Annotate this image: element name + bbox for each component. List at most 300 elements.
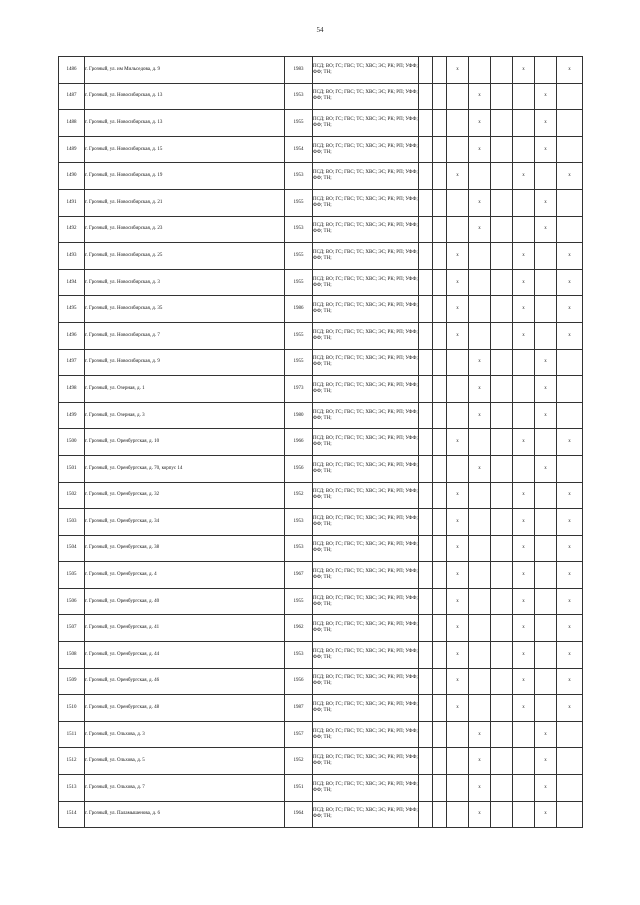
row-mark-cell: [491, 376, 513, 403]
row-number: 1487: [59, 83, 85, 110]
row-mark-cell: [535, 562, 557, 589]
row-mark-cell: x: [469, 801, 491, 828]
row-mark-cell: [447, 748, 469, 775]
row-mark-cell: [419, 588, 433, 615]
row-mark-cell: x: [557, 482, 583, 509]
row-mark-cell: [535, 535, 557, 562]
row-mark-cell: [433, 588, 447, 615]
row-mark-cell: [491, 429, 513, 456]
row-mark-cell: x: [557, 296, 583, 323]
row-year: 1955: [285, 189, 313, 216]
row-mark-cell: x: [557, 615, 583, 642]
row-address: г. Грозный, ул. Оренбургская, д. 44: [85, 642, 285, 669]
row-codes: ПСД; ВО; ГС; ГВС; ТС; ХВС; ЭС; РК; РП; УФФ; ФФ; ТН;: [313, 216, 419, 243]
row-number: 1492: [59, 216, 85, 243]
row-mark-cell: [469, 322, 491, 349]
row-mark-cell: x: [447, 535, 469, 562]
row-mark-cell: [557, 216, 583, 243]
row-mark-cell: [433, 83, 447, 110]
row-mark-cell: x: [513, 509, 535, 536]
row-mark-cell: [469, 429, 491, 456]
row-number: 1512: [59, 748, 85, 775]
row-number: 1511: [59, 721, 85, 748]
row-mark-cell: [491, 482, 513, 509]
row-mark-cell: x: [513, 695, 535, 722]
row-number: 1486: [59, 57, 85, 84]
row-number: 1499: [59, 402, 85, 429]
row-year: 1955: [285, 269, 313, 296]
row-mark-cell: x: [535, 83, 557, 110]
row-mark-cell: x: [469, 216, 491, 243]
row-number: 1488: [59, 110, 85, 137]
row-mark-cell: [433, 163, 447, 190]
row-mark-cell: x: [447, 615, 469, 642]
table-row: [59, 216, 583, 243]
row-mark-cell: [491, 83, 513, 110]
row-mark-cell: [535, 482, 557, 509]
row-mark-cell: x: [557, 322, 583, 349]
row-mark-cell: [491, 349, 513, 376]
row-mark-cell: x: [447, 163, 469, 190]
row-mark-cell: [535, 695, 557, 722]
row-mark-cell: [433, 322, 447, 349]
row-mark-cell: x: [447, 57, 469, 84]
row-mark-cell: [491, 721, 513, 748]
row-mark-cell: x: [557, 429, 583, 456]
row-mark-cell: [513, 801, 535, 828]
row-mark-cell: x: [513, 296, 535, 323]
row-year: 1951: [285, 775, 313, 802]
row-mark-cell: x: [513, 668, 535, 695]
row-mark-cell: x: [469, 83, 491, 110]
row-mark-cell: x: [513, 642, 535, 669]
row-mark-cell: x: [513, 322, 535, 349]
row-mark-cell: [491, 775, 513, 802]
table-row: [59, 429, 583, 456]
row-number: 1507: [59, 615, 85, 642]
row-address: г. Грозный, ул. Новосибирская, д. 7: [85, 322, 285, 349]
row-mark-cell: x: [447, 695, 469, 722]
row-mark-cell: x: [469, 775, 491, 802]
row-mark-cell: x: [535, 376, 557, 403]
row-address: г. Грозный, ул. Оренбургская, д. 32: [85, 482, 285, 509]
row-year: 1973: [285, 376, 313, 403]
row-mark-cell: x: [469, 349, 491, 376]
row-codes: ПСД; ВО; ГС; ГВС; ТС; ХВС; ЭС; РК; РП; УФФ; ФФ; ТН;: [313, 322, 419, 349]
row-codes: ПСД; ВО; ГС; ГВС; ТС; ХВС; ЭС; РК; РП; УФФ; ФФ; ТН;: [313, 748, 419, 775]
row-year: 1952: [285, 482, 313, 509]
row-number: 1489: [59, 136, 85, 163]
row-mark-cell: x: [447, 668, 469, 695]
row-number: 1503: [59, 509, 85, 536]
row-mark-cell: [469, 588, 491, 615]
row-codes: ПСД; ВО; ГС; ГВС; ТС; ХВС; ЭС; РК; РП; УФФ; ФФ; ТН;: [313, 349, 419, 376]
registry-body: [59, 57, 583, 828]
row-mark-cell: [491, 535, 513, 562]
row-codes: ПСД; ВО; ГС; ГВС; ТС; ХВС; ЭС; РК; РП; УФФ; ФФ; ТН;: [313, 83, 419, 110]
row-mark-cell: [447, 721, 469, 748]
row-mark-cell: [419, 296, 433, 323]
row-codes: ПСД; ВО; ГС; ГВС; ТС; ХВС; ЭС; РК; РП; УФФ; ФФ; ТН;: [313, 110, 419, 137]
row-mark-cell: [513, 775, 535, 802]
row-mark-cell: [419, 269, 433, 296]
row-mark-cell: x: [513, 535, 535, 562]
row-address: г. Грозный, ул. Оренбургская, д. 41: [85, 615, 285, 642]
row-codes: ПСД; ВО; ГС; ГВС; ТС; ХВС; ЭС; РК; РП; УФФ; ФФ; ТН;: [313, 588, 419, 615]
row-mark-cell: [433, 269, 447, 296]
row-mark-cell: [557, 455, 583, 482]
row-mark-cell: [469, 509, 491, 536]
row-mark-cell: [419, 615, 433, 642]
row-mark-cell: [419, 748, 433, 775]
row-mark-cell: x: [469, 376, 491, 403]
row-mark-cell: [419, 163, 433, 190]
table-row: [59, 163, 583, 190]
row-mark-cell: x: [535, 775, 557, 802]
row-mark-cell: [469, 615, 491, 642]
row-mark-cell: x: [513, 429, 535, 456]
row-mark-cell: [535, 163, 557, 190]
row-mark-cell: x: [513, 57, 535, 84]
row-number: 1500: [59, 429, 85, 456]
row-address: г. Грозный, ул. Оренбургская, д. 48: [85, 695, 285, 722]
row-mark-cell: x: [447, 269, 469, 296]
row-mark-cell: x: [557, 163, 583, 190]
row-number: 1496: [59, 322, 85, 349]
row-mark-cell: [491, 296, 513, 323]
row-mark-cell: x: [513, 269, 535, 296]
row-mark-cell: x: [535, 349, 557, 376]
row-mark-cell: [419, 216, 433, 243]
row-mark-cell: x: [447, 296, 469, 323]
row-address: г. Грозный, ул. Новосибирская, д. 15: [85, 136, 285, 163]
row-mark-cell: [513, 455, 535, 482]
row-number: 1493: [59, 243, 85, 270]
row-codes: ПСД; ВО; ГС; ГВС; ТС; ХВС; ЭС; РК; РП; УФФ; ФФ; ТН;: [313, 57, 419, 84]
row-mark-cell: [433, 376, 447, 403]
row-year: 1953: [285, 83, 313, 110]
row-address: г. Грозный, ул. Ольхова, д. 3: [85, 721, 285, 748]
row-mark-cell: [557, 189, 583, 216]
row-mark-cell: x: [513, 562, 535, 589]
row-mark-cell: [433, 243, 447, 270]
page-number: 54: [316, 26, 324, 34]
row-mark-cell: [433, 748, 447, 775]
row-mark-cell: [513, 748, 535, 775]
row-codes: ПСД; ВО; ГС; ГВС; ТС; ХВС; ЭС; РК; РП; УФФ; ФФ; ТН;: [313, 535, 419, 562]
row-mark-cell: [469, 243, 491, 270]
row-mark-cell: [491, 57, 513, 84]
row-mark-cell: x: [535, 110, 557, 137]
row-year: 1983: [285, 57, 313, 84]
row-address: г. Грозный, ул. Новосибирская, д. 19: [85, 163, 285, 190]
row-mark-cell: [469, 695, 491, 722]
row-year: 1952: [285, 748, 313, 775]
table-row: [59, 57, 583, 84]
row-mark-cell: [419, 721, 433, 748]
row-codes: ПСД; ВО; ГС; ГВС; ТС; ХВС; ЭС; РК; РП; УФФ; ФФ; ТН;: [313, 695, 419, 722]
row-mark-cell: [433, 562, 447, 589]
row-mark-cell: [535, 269, 557, 296]
row-year: 1962: [285, 615, 313, 642]
row-mark-cell: [513, 216, 535, 243]
row-mark-cell: [557, 775, 583, 802]
row-mark-cell: [535, 243, 557, 270]
row-mark-cell: [557, 136, 583, 163]
row-mark-cell: x: [535, 216, 557, 243]
row-mark-cell: [491, 322, 513, 349]
row-mark-cell: [419, 535, 433, 562]
row-mark-cell: [433, 615, 447, 642]
row-mark-cell: x: [535, 801, 557, 828]
row-mark-cell: [557, 376, 583, 403]
row-mark-cell: [557, 721, 583, 748]
row-address: г. Грозный, ул. Новосибирская, д. 21: [85, 189, 285, 216]
row-mark-cell: [491, 588, 513, 615]
row-mark-cell: [447, 349, 469, 376]
row-address: г. Грозный, ул. Оренбургская, д. 4: [85, 562, 285, 589]
row-codes: ПСД; ВО; ГС; ГВС; ТС; ХВС; ЭС; РК; РП; УФФ; ФФ; ТН;: [313, 296, 419, 323]
row-mark-cell: [557, 801, 583, 828]
row-mark-cell: [433, 216, 447, 243]
row-mark-cell: [557, 83, 583, 110]
row-mark-cell: [469, 668, 491, 695]
row-mark-cell: x: [557, 562, 583, 589]
row-mark-cell: [433, 349, 447, 376]
row-mark-cell: [433, 642, 447, 669]
row-mark-cell: [535, 588, 557, 615]
row-address: г. Грозный, ул. им Мильседова, д. 9: [85, 57, 285, 84]
row-mark-cell: [419, 402, 433, 429]
row-mark-cell: [419, 429, 433, 456]
table-row: [59, 775, 583, 802]
row-mark-cell: [535, 322, 557, 349]
row-mark-cell: [491, 163, 513, 190]
row-mark-cell: [535, 57, 557, 84]
row-mark-cell: [433, 136, 447, 163]
table-row: [59, 402, 583, 429]
row-codes: ПСД; ВО; ГС; ГВС; ТС; ХВС; ЭС; РК; РП; УФФ; ФФ; ТН;: [313, 402, 419, 429]
row-mark-cell: [447, 455, 469, 482]
row-codes: ПСД; ВО; ГС; ГВС; ТС; ХВС; ЭС; РК; РП; УФФ; ФФ; ТН;: [313, 482, 419, 509]
row-mark-cell: [433, 429, 447, 456]
row-mark-cell: [535, 668, 557, 695]
row-mark-cell: x: [447, 562, 469, 589]
row-mark-cell: [513, 349, 535, 376]
row-year: 1986: [285, 296, 313, 323]
row-mark-cell: [433, 402, 447, 429]
row-number: 1506: [59, 588, 85, 615]
row-mark-cell: [433, 695, 447, 722]
row-address: г. Грозный, ул. Ольхова, д. 5: [85, 748, 285, 775]
row-mark-cell: [469, 562, 491, 589]
row-mark-cell: [433, 482, 447, 509]
row-codes: ПСД; ВО; ГС; ГВС; ТС; ХВС; ЭС; РК; РП; УФФ; ФФ; ТН;: [313, 668, 419, 695]
row-mark-cell: [419, 455, 433, 482]
row-mark-cell: [491, 455, 513, 482]
row-year: 1966: [285, 429, 313, 456]
row-codes: ПСД; ВО; ГС; ГВС; ТС; ХВС; ЭС; РК; РП; УФФ; ФФ; ТН;: [313, 721, 419, 748]
row-mark-cell: [419, 695, 433, 722]
row-mark-cell: [535, 296, 557, 323]
row-mark-cell: x: [557, 57, 583, 84]
row-number: 1509: [59, 668, 85, 695]
row-year: 1955: [285, 243, 313, 270]
row-mark-cell: x: [557, 509, 583, 536]
row-mark-cell: x: [469, 455, 491, 482]
row-mark-cell: x: [469, 110, 491, 137]
row-mark-cell: x: [535, 748, 557, 775]
row-codes: ПСД; ВО; ГС; ГВС; ТС; ХВС; ЭС; РК; РП; УФФ; ФФ; ТН;: [313, 189, 419, 216]
row-mark-cell: [491, 562, 513, 589]
table-row: [59, 269, 583, 296]
row-mark-cell: [513, 136, 535, 163]
row-mark-cell: [557, 349, 583, 376]
row-mark-cell: x: [469, 189, 491, 216]
row-mark-cell: x: [513, 588, 535, 615]
row-mark-cell: [419, 668, 433, 695]
row-year: 1967: [285, 562, 313, 589]
row-mark-cell: x: [469, 721, 491, 748]
row-mark-cell: [433, 668, 447, 695]
table-row: [59, 322, 583, 349]
row-mark-cell: [433, 775, 447, 802]
row-year: 1953: [285, 535, 313, 562]
row-address: г. Грозный, ул. Новосибирская, д. 23: [85, 216, 285, 243]
row-mark-cell: [419, 642, 433, 669]
row-mark-cell: [419, 83, 433, 110]
row-mark-cell: [447, 402, 469, 429]
row-address: г. Грозный, ул. Оренбургская, д. 38: [85, 535, 285, 562]
table-row: [59, 748, 583, 775]
table-row: [59, 243, 583, 270]
row-address: г. Грозный, ул. Новосибирская, д. 13: [85, 110, 285, 137]
row-address: г. Грозный, ул. Новосибирская, д. 3: [85, 269, 285, 296]
row-mark-cell: [513, 376, 535, 403]
row-mark-cell: [419, 376, 433, 403]
row-mark-cell: [513, 189, 535, 216]
row-mark-cell: [491, 801, 513, 828]
row-mark-cell: [447, 376, 469, 403]
row-mark-cell: x: [557, 695, 583, 722]
row-year: 1987: [285, 695, 313, 722]
row-codes: ПСД; ВО; ГС; ГВС; ТС; ХВС; ЭС; РК; РП; УФФ; ФФ; ТН;: [313, 642, 419, 669]
row-codes: ПСД; ВО; ГС; ГВС; ТС; ХВС; ЭС; РК; РП; УФФ; ФФ; ТН;: [313, 269, 419, 296]
row-mark-cell: x: [535, 189, 557, 216]
row-mark-cell: [491, 189, 513, 216]
table-row: [59, 482, 583, 509]
row-year: 1980: [285, 402, 313, 429]
row-address: г. Грозный, ул. Новосибирская, д. 35: [85, 296, 285, 323]
table-row: [59, 349, 583, 376]
table-row: [59, 376, 583, 403]
row-mark-cell: [433, 57, 447, 84]
table-row: [59, 136, 583, 163]
row-mark-cell: [491, 668, 513, 695]
row-year: 1955: [285, 110, 313, 137]
row-mark-cell: [447, 83, 469, 110]
table-row: [59, 455, 583, 482]
row-mark-cell: [433, 721, 447, 748]
row-mark-cell: x: [447, 243, 469, 270]
row-mark-cell: [433, 189, 447, 216]
row-mark-cell: x: [557, 269, 583, 296]
row-year: 1964: [285, 801, 313, 828]
table-row: [59, 562, 583, 589]
row-address: г. Грозный, ул. Оренбургская, д. 40: [85, 588, 285, 615]
row-mark-cell: x: [513, 243, 535, 270]
row-mark-cell: [469, 482, 491, 509]
row-address: г. Грозный, ул. Оренбургская, д. 10: [85, 429, 285, 456]
row-mark-cell: [419, 801, 433, 828]
row-mark-cell: [419, 482, 433, 509]
row-number: 1514: [59, 801, 85, 828]
row-year: 1953: [285, 163, 313, 190]
table-row: [59, 588, 583, 615]
row-address: г. Грозный, ул. Озерная, д. 1: [85, 376, 285, 403]
row-codes: ПСД; ВО; ГС; ГВС; ТС; ХВС; ЭС; РК; РП; УФФ; ФФ; ТН;: [313, 376, 419, 403]
row-mark-cell: x: [557, 243, 583, 270]
table-row: [59, 296, 583, 323]
row-address: г. Грозный, ул. Оренбургская, д. 46: [85, 668, 285, 695]
row-mark-cell: x: [557, 588, 583, 615]
row-codes: ПСД; ВО; ГС; ГВС; ТС; ХВС; ЭС; РК; РП; УФФ; ФФ; ТН;: [313, 509, 419, 536]
row-year: 1955: [285, 588, 313, 615]
row-mark-cell: [419, 562, 433, 589]
row-number: 1497: [59, 349, 85, 376]
table-row: [59, 83, 583, 110]
row-mark-cell: x: [513, 615, 535, 642]
row-mark-cell: [491, 748, 513, 775]
row-mark-cell: x: [447, 509, 469, 536]
row-mark-cell: [433, 509, 447, 536]
row-number: 1494: [59, 269, 85, 296]
row-number: 1501: [59, 455, 85, 482]
row-mark-cell: [491, 509, 513, 536]
row-mark-cell: [491, 695, 513, 722]
row-mark-cell: x: [447, 322, 469, 349]
row-number: 1504: [59, 535, 85, 562]
row-address: г. Грозный, ул. Новосибирская, д. 9: [85, 349, 285, 376]
row-mark-cell: [491, 243, 513, 270]
row-mark-cell: [433, 296, 447, 323]
row-mark-cell: [419, 349, 433, 376]
table-row: [59, 110, 583, 137]
row-address: г. Грозный, ул. Паламышенова, д. 6: [85, 801, 285, 828]
row-mark-cell: [419, 110, 433, 137]
row-mark-cell: x: [557, 642, 583, 669]
row-codes: ПСД; ВО; ГС; ГВС; ТС; ХВС; ЭС; РК; РП; УФФ; ФФ; ТН;: [313, 136, 419, 163]
row-mark-cell: [513, 83, 535, 110]
row-mark-cell: [491, 402, 513, 429]
table-row: [59, 642, 583, 669]
row-mark-cell: x: [557, 668, 583, 695]
row-mark-cell: x: [447, 588, 469, 615]
table-row: [59, 668, 583, 695]
row-mark-cell: [513, 721, 535, 748]
row-mark-cell: [469, 296, 491, 323]
row-address: г. Грозный, ул. Новосибирская, д. 13: [85, 83, 285, 110]
row-mark-cell: x: [469, 402, 491, 429]
row-mark-cell: x: [535, 721, 557, 748]
row-mark-cell: [491, 615, 513, 642]
row-mark-cell: [447, 110, 469, 137]
row-year: 1953: [285, 642, 313, 669]
row-mark-cell: [491, 269, 513, 296]
row-codes: ПСД; ВО; ГС; ГВС; ТС; ХВС; ЭС; РК; РП; УФФ; ФФ; ТН;: [313, 801, 419, 828]
row-mark-cell: [535, 429, 557, 456]
row-mark-cell: x: [447, 642, 469, 669]
